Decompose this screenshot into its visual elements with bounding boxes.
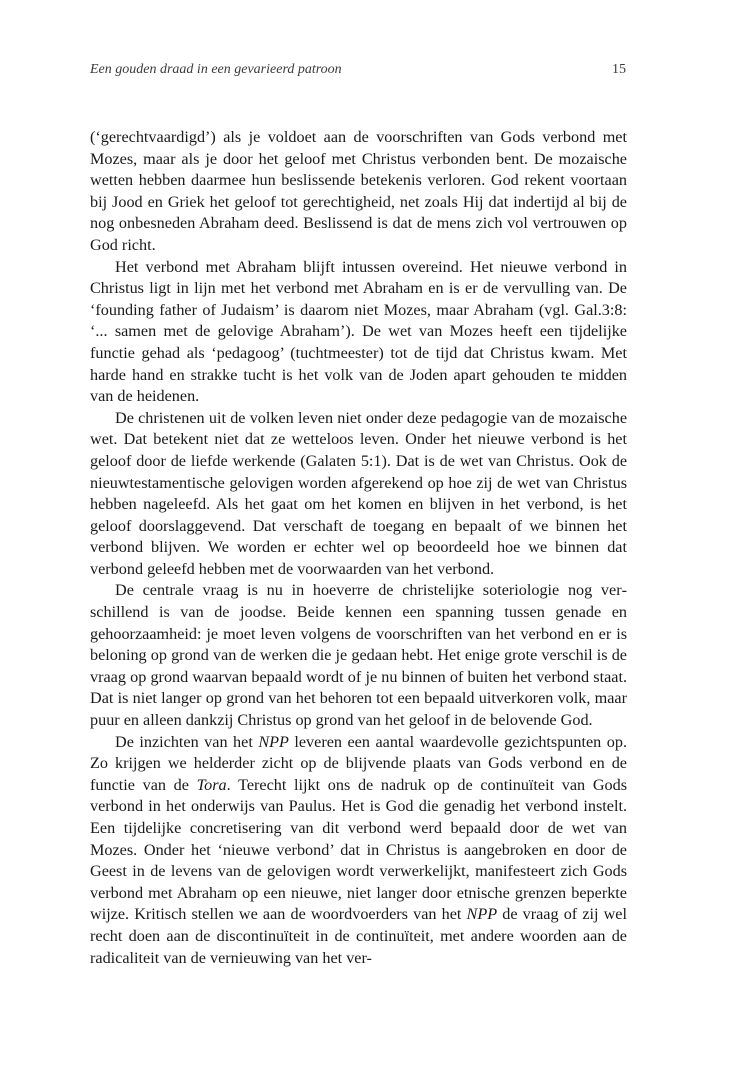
paragraph-3 xyxy=(90,408,627,581)
paragraph-text: Het verbond met Abraham blijft intussen overeind. Het nieuwe verbond in Christus ligt in lijn met het verbond met Abraham en is er de vervulling van. De ‘founding father of Judaism’ is daarom niet Mozes, maar Abraham (vgl. Gal.3:8: ‘... samen met de gelovige Abraham’). De wet van Mozes heeft een tijdelijke functie gehad als ‘pedagoog’ (tuchtmeester) tot de tijd dat Christus kwam. Met harde hand en strakke tucht is het volk van de Joden apart gehouden te midden van de heidenen. xyxy=(90,257,627,406)
paragraph-text: (‘gerechtvaardigd’) als je voldoet aan de voorschriften van Gods verbond met Mozes, maar als je door het geloof met Christus verbonden bent. De mozaische wetten hebben daarmee hun beslissende betekenis verloren. God rekent voortaan bij Jood en Griek het geloof tot gerechtigheid, net zoals Hij dat indertijd al bij de nog onbesneden Abraham deed. Beslissend is dat de mens zich vol vertrouwen op God richt. xyxy=(90,128,627,254)
running-title: Een gouden draad in een gevarieerd patroon xyxy=(90,62,342,77)
paragraph-text: de vraag of zij wel recht doen aan de discontinuïteit in de continuïteit, met andere woorden aan de radicaliteit van de vernieuwing van het ver- xyxy=(90,905,627,967)
body-text xyxy=(90,127,627,969)
italic-term-npp: NPP xyxy=(258,732,289,751)
paragraph-4 xyxy=(90,580,627,731)
paragraph-text: De centrale vraag is nu in hoeverre de christelijke soteriologie nog verschillend is van de joodse. Beide kennen een spanning tussen genade en gehoorzaamheid: je moet leven volgens de voorschriften van het verbond en er is beloning op grond van de werken die je gedaan hebt. Het enige grote verschil is de vraag op grond waarvan bepaald wordt of je nu binnen of buiten het verbond staat. Dat is niet langer op grond van het behoren tot een bepaald uitverkoren volk, maar puur en alleen dankzij Christus op grond van het geloof in de belovende God. xyxy=(90,581,627,730)
paragraph-2 xyxy=(90,257,627,408)
paragraph-5 xyxy=(90,732,627,970)
running-header xyxy=(90,62,626,78)
paragraph-text: De inzichten van het xyxy=(115,732,259,751)
italic-term-npp: NPP xyxy=(466,905,498,924)
paragraph-text: leveren een aantal waardevolle gezichtspunten op. Zo krijgen we helderder zicht op de blijvende plaats van Gods verbond en de functie van de xyxy=(90,732,627,794)
paragraph-1 xyxy=(90,127,627,257)
paragraph-text: De christenen uit de volken leven niet onder deze pedagogie van de mozaische wet. Dat betekent niet dat ze wetteloos leven. Onder het nieuwe verbond is het geloof door de liefde werkende (Galaten 5:1). Dat is de wet van Christus. Ook de nieuwtestamentische gelovigen worden afgerekend op hoe zij de wet van Christus hebben nageleefd. Als het gaat om het komen en blijven in het verbond, is het geloof doorslaggevend. Dat verschaft de toegang en bepaalt of we binnen het verbond blijven. We worden er echter wel op beoordeeld hoe we binnen dat verbond geleefd hebben met de voorwaarden van het verbond. xyxy=(90,408,627,578)
page-number: 15 xyxy=(612,62,626,77)
paragraph-text: . Terecht lijkt ons de nadruk op de continuïteit van Gods verbond in het onderwijs van Paulus. Het is God die genadig het verbond instelt. Een tijdelijke concretisering van dit verbond werd bepaald door de wet van Mozes. Onder het ‘nieuwe verbond’ dat in Christus is aangebroken en door de Geest in de levens van de gelovigen wordt verwerkelijkt, manifesteert zich Gods verbond met Abraham op een nieuwe, niet langer door etnische grenzen beperkte wijze. Kritisch stellen we aan de woordvoerders van het xyxy=(90,775,627,924)
italic-term-tora: Tora xyxy=(196,775,227,794)
